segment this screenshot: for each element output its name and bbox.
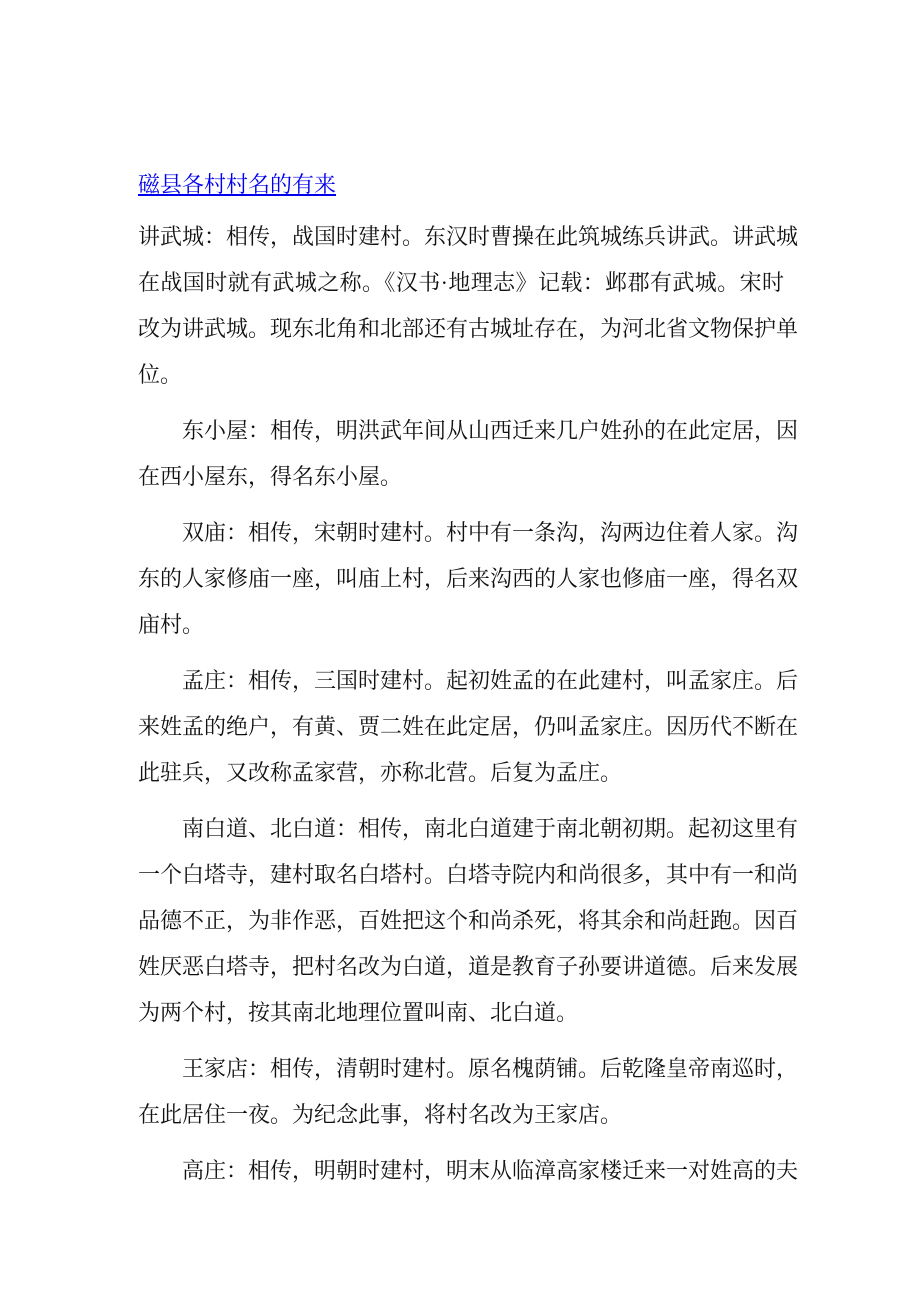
document-body — [138, 170, 799, 1194]
text-line: 王家店：相传，清朝时建村。原名槐荫铺。后乾隆皇帝南巡时， — [182, 1056, 799, 1081]
text-line: 南白道、北白道：相传，南北白道建于南北朝初期。起初这里有 — [182, 816, 799, 841]
text-line: 来姓孟的绝户，有黄、贾二姓在此定居，仍叫孟家庄。因历代不断在 — [138, 714, 799, 739]
paragraph-list — [138, 214, 799, 1194]
paragraph — [138, 658, 799, 796]
text-line: 姓厌恶白塔寺，把村名改为白道，道是教育子孙要讲道德。后来发展 — [138, 954, 799, 979]
text-line: 在战国时就有武城之称。《汉书·地理志》记载：邺郡有武城。宋时 — [138, 270, 784, 295]
paragraph — [138, 214, 799, 398]
text-line: 双庙：相传，宋朝时建村。村中有一条沟，沟两边住着人家。沟 — [182, 520, 799, 545]
paragraph — [138, 806, 799, 1036]
paragraph — [138, 408, 799, 500]
text-line: 孟庄：相传，三国时建村。起初姓孟的在此建村，叫孟家庄。后 — [182, 668, 799, 693]
text-line: 高庄：相传，明朝时建村，明末从临漳高家楼迁来一对姓高的夫 — [182, 1158, 799, 1183]
paragraph — [138, 510, 799, 648]
text-line: 为两个村，按其南北地理位置叫南、北白道。 — [138, 1000, 579, 1025]
text-line: 讲武城：相传，战国时建村。东汉时曹操在此筑城练兵讲武。讲武城 — [138, 224, 799, 249]
text-line: 在西小屋东，得名东小屋。 — [138, 464, 403, 489]
document-title-link[interactable]: 磁县各村村名的有来 — [138, 172, 337, 197]
paragraph — [138, 1148, 799, 1194]
text-line: 在此居住一夜。为纪念此事，将村名改为王家店。 — [138, 1102, 623, 1127]
text-line: 庙村。 — [138, 612, 205, 637]
paragraph — [138, 1046, 799, 1138]
text-line: 品德不正，为非作恶，百姓把这个和尚杀死，将其余和尚赶跑。因百 — [138, 908, 799, 933]
text-line: 一个白塔寺，建村取名白塔村。白塔寺院内和尚很多，其中有一和尚 — [138, 862, 799, 887]
text-line: 东的人家修庙一座，叫庙上村，后来沟西的人家也修庙一座，得名双 — [138, 566, 799, 591]
text-line: 此驻兵，又改称孟家营，亦称北营。后复为孟庄。 — [138, 760, 623, 785]
text-line: 改为讲武城。现东北角和北部还有古城址存在，为河北省文物保护单 — [138, 316, 799, 341]
text-line: 位。 — [138, 362, 183, 387]
text-line: 东小屋：相传，明洪武年间从山西迁来几户姓孙的在此定居，因 — [182, 418, 799, 443]
